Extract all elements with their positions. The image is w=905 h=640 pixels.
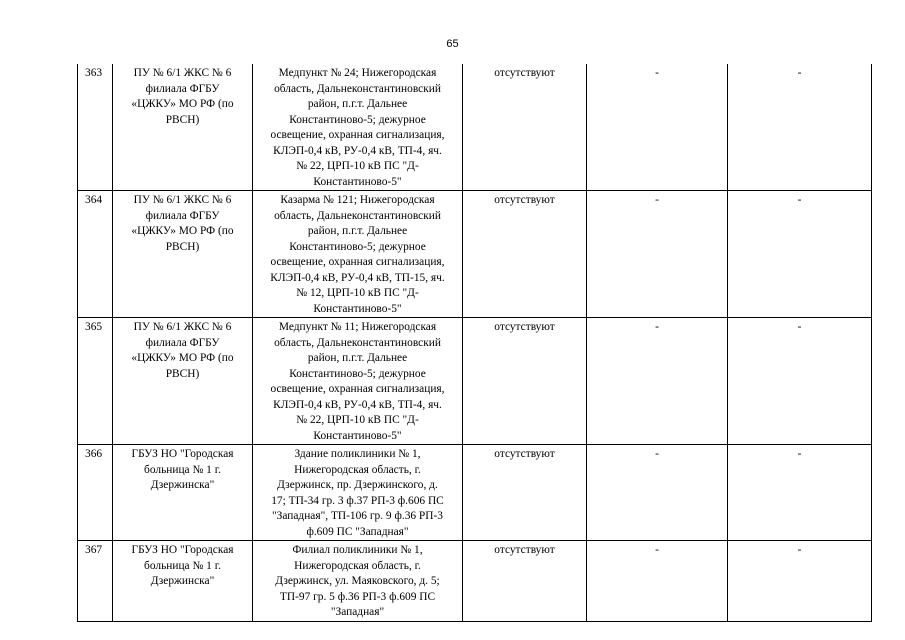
- organization-line: Дзержинска": [150, 575, 215, 587]
- status-cell: [463, 64, 587, 191]
- address-line: район, п.г.т. Дальнее: [307, 352, 408, 364]
- organization-line: ГБУЗ НО "Городская: [131, 448, 234, 460]
- address-line: КЛЭП-0,4 кВ, РУ-0,4 кВ, ТП-4, яч.: [273, 398, 442, 411]
- organization-cell: [113, 541, 253, 622]
- organization-line: РВСН): [165, 240, 200, 253]
- dash-value: -: [655, 321, 659, 333]
- dash-value: -: [655, 544, 659, 556]
- address-line: Дзержинск, ул. Маяковского, д. 5;: [275, 575, 440, 587]
- object-address-cell: [253, 445, 463, 541]
- address-line: КЛЭП-0,4 кВ, РУ-0,4 кВ, ТП-15, яч.: [270, 271, 445, 284]
- organization-line: филиала ФГБУ: [145, 336, 220, 349]
- status-text: отсутствуют: [494, 67, 555, 79]
- organization-line: филиала ФГБУ: [145, 209, 220, 222]
- address-line: Филиал поликлиники № 1,: [292, 544, 423, 556]
- column6-cell: [728, 64, 872, 191]
- column6-cell: [728, 541, 872, 622]
- organization-line: ПУ № 6/1 ЖКС № 6: [133, 321, 232, 333]
- organization-cell: [113, 445, 253, 541]
- organization-line: РВСН): [165, 113, 200, 126]
- address-line: Константиново-5": [313, 175, 402, 188]
- organization-line: больница № 1 г.: [144, 559, 221, 572]
- row-number: 367: [85, 544, 103, 556]
- table-body: [78, 64, 872, 621]
- address-line: № 12, ЦРП-10 кВ ПС "Д-: [296, 287, 419, 299]
- address-line: освещение, охранная сигнализация,: [270, 129, 445, 141]
- organization-line: «ЦЖКУ» МО РФ (по: [131, 225, 234, 237]
- organization-cell: [113, 318, 253, 445]
- status-text: отсутствуют: [494, 448, 555, 460]
- column5-cell: [587, 64, 728, 191]
- address-line: 17; ТП-34 гр. 3 ф.37 РП-3 ф.606 ПС: [271, 494, 444, 507]
- address-line: Казарма № 121; Нижегородская: [280, 194, 435, 206]
- status-cell: [463, 191, 587, 318]
- column6-cell: [728, 318, 872, 445]
- status-cell: [463, 445, 587, 541]
- address-line: Нижегородская область, г.: [294, 463, 421, 476]
- address-line: освещение, охранная сигнализация,: [270, 256, 445, 268]
- address-line: область, Дальнеконстантиновский: [274, 82, 441, 95]
- dash-value: -: [655, 67, 659, 79]
- address-line: район, п.г.т. Дальнее: [307, 98, 408, 110]
- page-number: 65: [446, 38, 459, 50]
- column5-cell: [587, 445, 728, 541]
- column5-cell: [587, 318, 728, 445]
- organization-line: ГБУЗ НО "Городская: [131, 544, 234, 556]
- table-row: [78, 445, 872, 541]
- status-text: отсутствуют: [494, 544, 555, 556]
- row-number: 363: [85, 67, 103, 79]
- address-line: Медпункт № 11; Нижегородская: [278, 321, 437, 333]
- organization-line: филиала ФГБУ: [145, 82, 220, 95]
- row-number-cell: [78, 191, 113, 318]
- organization-line: ПУ № 6/1 ЖКС № 6: [133, 67, 232, 79]
- organization-line: РВСН): [165, 367, 200, 380]
- address-line: № 22, ЦРП-10 кВ ПС "Д-: [296, 414, 419, 426]
- organization-cell: [113, 64, 253, 191]
- status-cell: [463, 541, 587, 622]
- organization-line: больница № 1 г.: [144, 463, 221, 476]
- organization-cell: [113, 191, 253, 318]
- address-line: Константиново-5": [313, 302, 402, 315]
- dash-value: -: [797, 194, 802, 206]
- address-line: Константиново-5; дежурное: [289, 113, 426, 126]
- row-number-cell: [78, 318, 113, 445]
- address-line: Нижегородская область, г.: [294, 559, 421, 572]
- address-line: "Западная", ТП-106 гр. 9 ф.36 РП-3: [272, 510, 443, 522]
- address-line: область, Дальнеконстантиновский: [274, 336, 441, 349]
- status-cell: [463, 318, 587, 445]
- address-line: освещение, охранная сигнализация,: [270, 383, 445, 395]
- row-number-cell: [78, 64, 113, 191]
- row-number-cell: [78, 541, 113, 622]
- column6-cell: [728, 445, 872, 541]
- objects-table: [77, 64, 872, 622]
- row-number: 364: [85, 194, 103, 206]
- dash-value: -: [797, 67, 802, 79]
- address-line: Константиново-5; дежурное: [289, 367, 426, 380]
- table-row: [78, 64, 872, 191]
- organization-line: «ЦЖКУ» МО РФ (по: [131, 98, 234, 110]
- row-number: 366: [85, 448, 103, 460]
- status-text: отсутствуют: [494, 194, 555, 206]
- address-line: область, Дальнеконстантиновский: [274, 209, 441, 222]
- organization-line: ПУ № 6/1 ЖКС № 6: [133, 194, 232, 206]
- address-line: "Западная": [330, 606, 385, 618]
- address-line: ф.609 ПС "Западная": [306, 525, 409, 538]
- address-line: Здание поликлиники № 1,: [294, 448, 421, 460]
- address-line: Медпункт № 24; Нижегородская: [278, 67, 437, 79]
- table-row: [78, 191, 872, 318]
- table-row: [78, 541, 872, 622]
- column5-cell: [587, 191, 728, 318]
- dash-value: -: [797, 448, 802, 460]
- address-line: Дзержинск, пр. Дзержинского, д.: [277, 479, 438, 491]
- address-line: КЛЭП-0,4 кВ, РУ-0,4 кВ, ТП-4, яч.: [273, 144, 442, 157]
- organization-line: Дзержинска": [150, 479, 215, 491]
- column6-cell: [728, 191, 872, 318]
- dash-value: -: [797, 544, 802, 556]
- table-row: [78, 318, 872, 445]
- object-address-cell: [253, 191, 463, 318]
- object-address-cell: [253, 541, 463, 622]
- dash-value: -: [655, 448, 659, 460]
- dash-value: -: [655, 194, 659, 206]
- column5-cell: [587, 541, 728, 622]
- address-line: № 22, ЦРП-10 кВ ПС "Д-: [296, 160, 419, 172]
- address-line: Константиново-5; дежурное: [289, 240, 426, 253]
- address-line: ТП-97 гр. 5 ф.36 РП-3 ф.609 ПС: [279, 590, 436, 603]
- row-number: 365: [85, 321, 103, 333]
- organization-line: «ЦЖКУ» МО РФ (по: [131, 352, 234, 364]
- status-text: отсутствуют: [494, 321, 555, 333]
- object-address-cell: [253, 318, 463, 445]
- address-line: район, п.г.т. Дальнее: [307, 225, 408, 237]
- row-number-cell: [78, 445, 113, 541]
- object-address-cell: [253, 64, 463, 191]
- address-line: Константиново-5": [313, 429, 402, 442]
- dash-value: -: [797, 321, 802, 333]
